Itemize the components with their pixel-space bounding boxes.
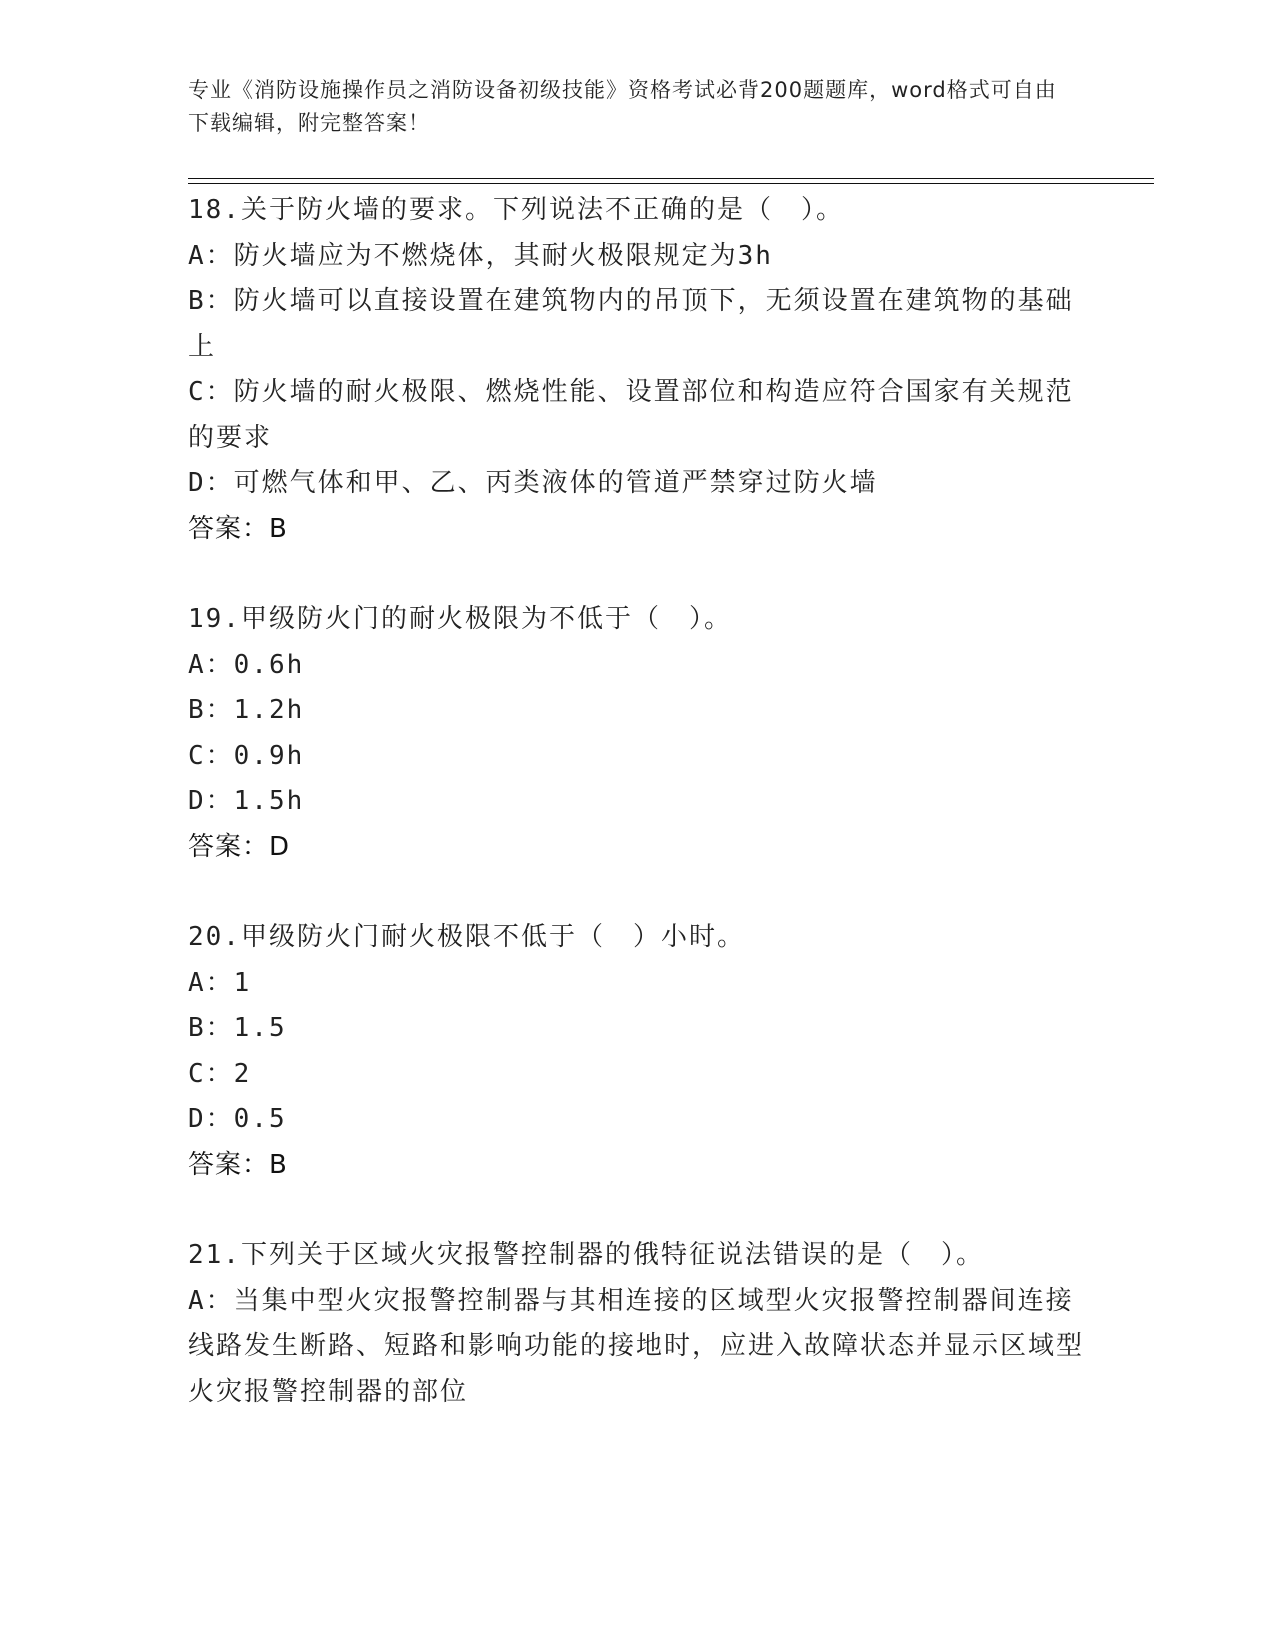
option-d: D：可燃气体和甲、乙、丙类液体的管道严禁穿过防火墙 [188,468,878,498]
header-divider-bottom [188,183,1154,184]
question-20 [188,915,1088,1188]
option-c: C：2 [188,1058,252,1089]
option-b: B：防火墙可以直接设置在建筑物内的吊顶下，无须设置在建筑物的基础上 [188,286,1074,362]
option-c: C：0.9h [188,740,305,771]
question-stem: 21.下列关于区域火灾报警控制器的俄特征说法错误的是（ ）。 [188,1240,984,1270]
question-stem: 19.甲级防火门的耐火极限为不低于（ ）。 [188,604,732,634]
option-d: D：0.5 [188,1104,287,1134]
document-header: 专业《消防设施操作员之消防设备初级技能》资格考试必背200题题库，word格式可自由下载编辑，附完整答案！ [188,78,1057,135]
question-21 [188,1233,1088,1415]
option-b: B：1.5 [188,1013,287,1043]
option-a: A：防火墙应为不燃烧体，其耐火极限规定为3h [188,240,773,271]
answer-line: 答案：D [188,831,291,862]
question-stem: 20.甲级防火门耐火极限不低于（ ）小时。 [188,922,745,952]
option-d: D：1.5h [188,786,305,816]
question-19 [188,597,1088,870]
question-stem: 18.关于防火墙的要求。下列说法不正确的是（ ）。 [188,195,844,225]
question-list [188,188,1088,1460]
answer-line: 答案：B [188,1149,288,1180]
option-a: A：1 [188,967,252,998]
option-a: A：0.6h [188,649,305,680]
header-divider-top [188,178,1154,179]
option-b: B：1.2h [188,695,305,725]
answer-line: 答案：B [188,513,288,544]
option-a: A：当集中型火灾报警控制器与其相连接的区域型火灾报警控制器间连接线路发生断路、短路和影响功能的接地时，应进入故障状态并显示区域型火灾报警控制器的部位 [188,1285,1085,1407]
question-18 [188,188,1088,552]
option-c: C：防火墙的耐火极限、燃烧性能、设置部位和构造应符合国家有关规范的要求 [188,377,1074,453]
